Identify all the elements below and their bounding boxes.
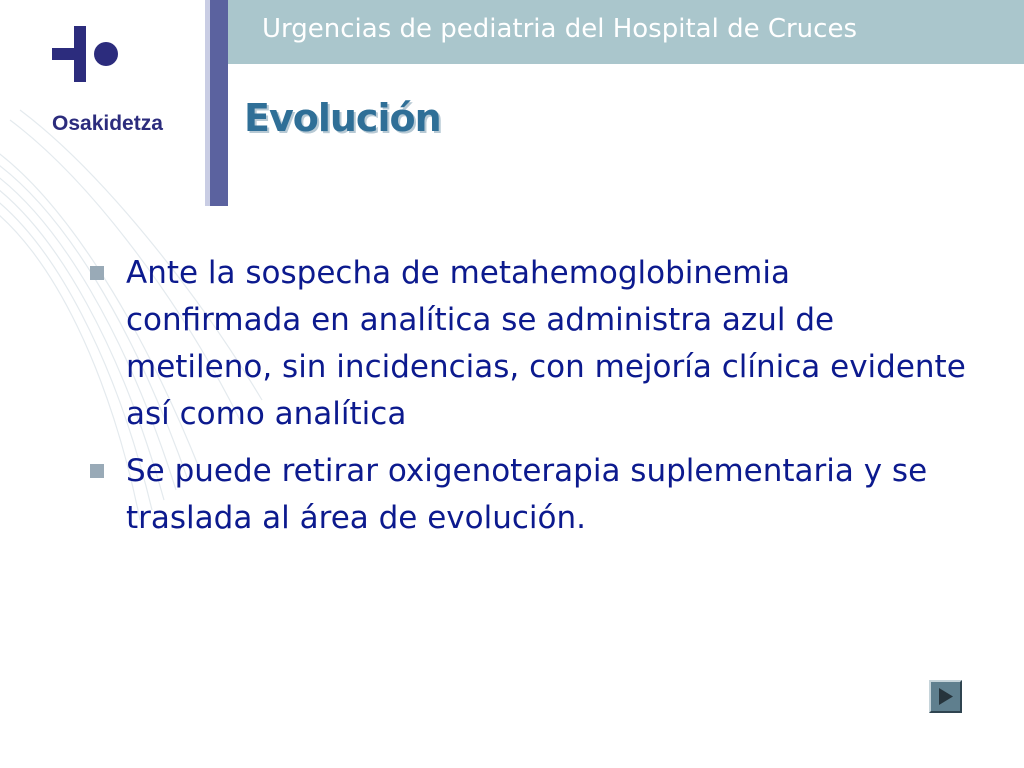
- bullet-list: [88, 250, 968, 552]
- logo-name: Osakidetza: [52, 112, 163, 135]
- slide-title: Evolución: [244, 96, 441, 140]
- next-slide-button[interactable]: [929, 680, 962, 713]
- accent-bar: [210, 0, 228, 206]
- list-item: [88, 448, 968, 542]
- square-bullet-icon: [90, 266, 104, 280]
- bullet-text: Ante la sospecha de metahemoglobinemia confirmada en analítica se administra azul de metileno, sin incidencias, con mejoría clínica evidente así como analítica: [126, 255, 966, 432]
- play-triangle-icon: [935, 686, 956, 707]
- bullet-text: Se puede retirar oxigenoterapia suplementaria y se traslada al área de evolución.: [126, 453, 928, 536]
- osakidetza-logo-icon: [52, 26, 124, 98]
- list-item: [88, 250, 968, 438]
- square-bullet-icon: [90, 464, 104, 478]
- header-title: Urgencias de pediatria del Hospital de Cruces: [262, 14, 857, 44]
